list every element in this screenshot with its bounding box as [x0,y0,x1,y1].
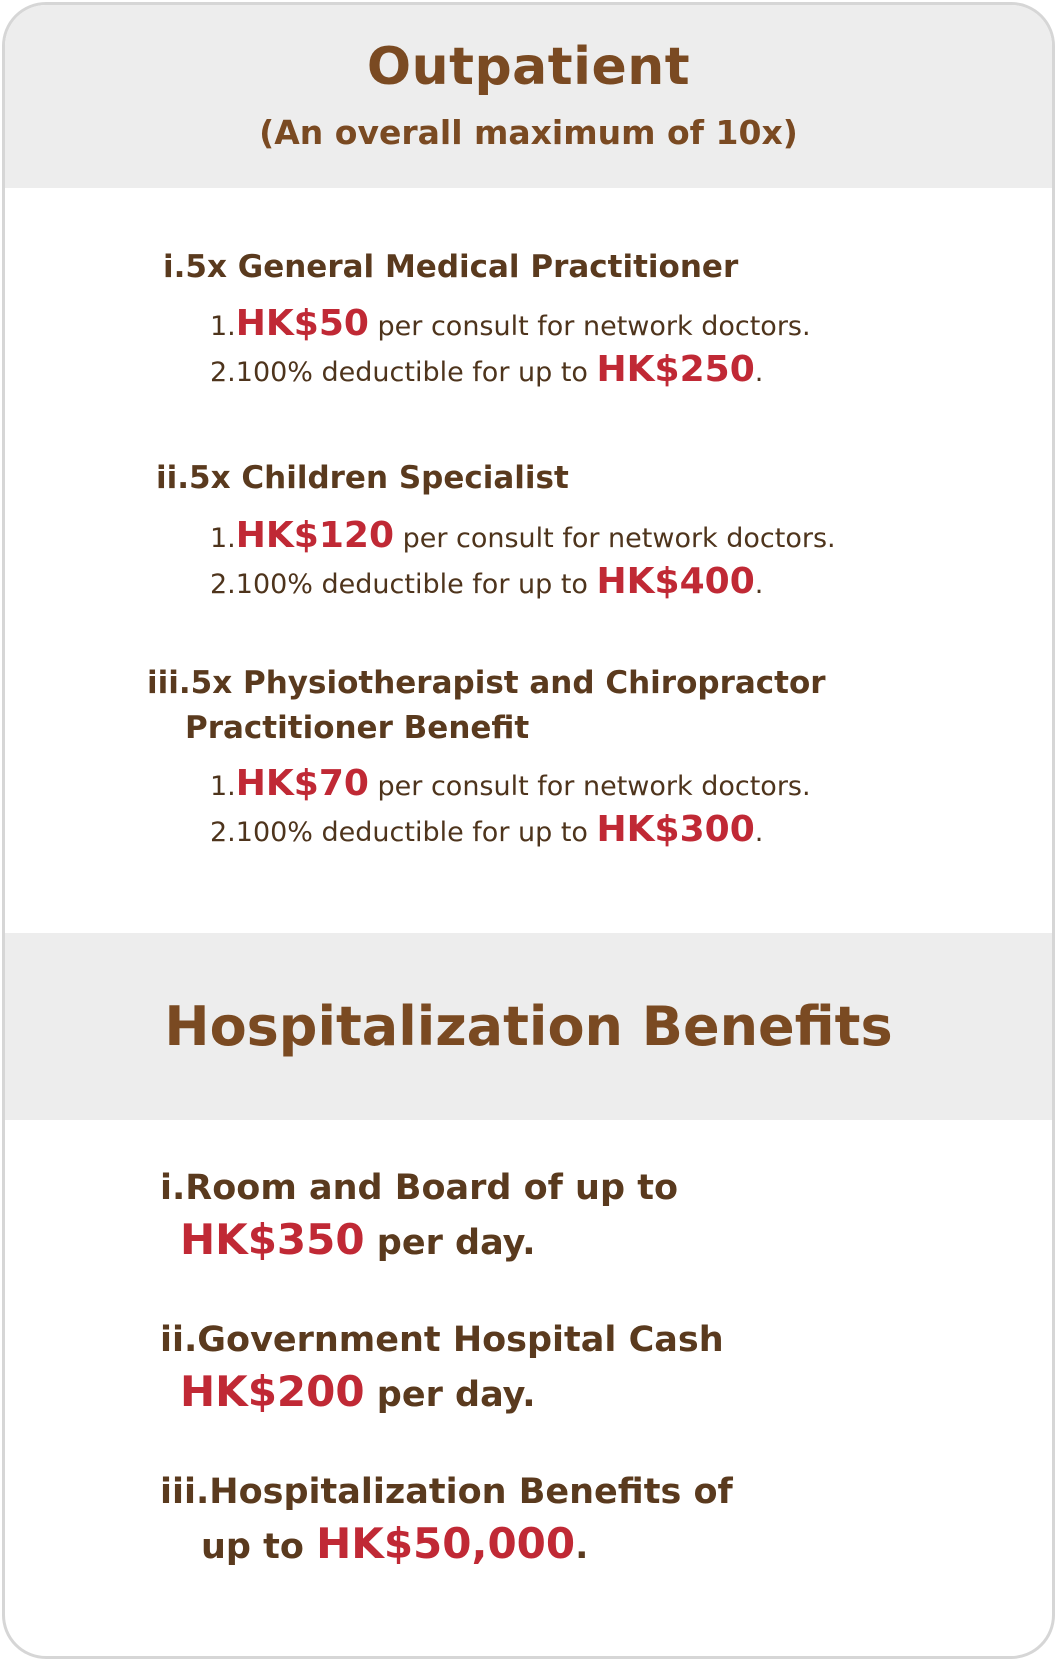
benefits-card [2,2,1055,1659]
hospitalization-item-1-line-2 [180,1215,536,1264]
amount: HK$70 [235,763,369,804]
outpatient-item-3-line-2 [210,809,763,850]
outpatient-item-3-line-1 [210,763,811,804]
line-suffix: per consult for network doctors. [368,771,811,802]
hospitalization-item-3-line-1: iii.Hospitalization Benefits of [160,1472,733,1512]
amount: HK$120 [235,515,394,556]
amount: HK$250 [596,349,755,390]
amount: HK$400 [596,561,755,602]
amount: HK$200 [180,1367,365,1416]
hospitalization-title: Hospitalization Benefits [164,995,893,1058]
outpatient-item-1-heading: i.5x General Medical Practitioner [163,249,739,285]
hospitalization-item-2-line-1: ii.Government Hospital Cash [160,1320,724,1360]
line-suffix: . [754,817,764,848]
line-prefix: up to [201,1527,317,1567]
hospitalization-item-2-line-2 [180,1367,536,1416]
line-suffix: . [754,357,764,388]
hospitalization-item-3-line-2 [201,1519,588,1568]
line-suffix: per consult for network doctors. [394,523,836,554]
outpatient-item-2-line-1 [210,515,836,556]
line-prefix: 1. [210,523,236,554]
line-suffix: per day. [364,1375,536,1415]
outpatient-item-1-line-2 [210,349,763,390]
line-prefix: 2.100% deductible for up to [210,569,597,600]
outpatient-item-2-heading: ii.5x Children Specialist [156,460,569,496]
hospitalization-item-1-line-1: i.Room and Board of up to [160,1168,678,1208]
amount: HK$350 [180,1215,365,1264]
line-suffix: per day. [364,1223,536,1263]
line-prefix: 1. [210,771,236,802]
amount: HK$50 [235,303,369,344]
line-prefix: 2.100% deductible for up to [210,817,597,848]
line-suffix: . [754,569,764,600]
outpatient-item-2-line-2 [210,561,763,602]
line-prefix: 1. [210,311,236,342]
outpatient-subtitle: (An overall maximum of 10x) [259,113,798,152]
line-suffix: per consult for network doctors. [368,311,811,342]
outpatient-item-3-heading: iii.5x Physiotherapist and Chiropractor [147,665,826,701]
outpatient-item-1-line-1 [210,303,811,344]
outpatient-title: Outpatient [366,37,691,97]
line-suffix: . [575,1527,589,1567]
amount: HK$50,000 [316,1519,576,1568]
amount: HK$300 [596,809,755,850]
outpatient-item-3-heading-cont: Practitioner Benefit [185,710,530,746]
line-prefix: 2.100% deductible for up to [210,357,597,388]
